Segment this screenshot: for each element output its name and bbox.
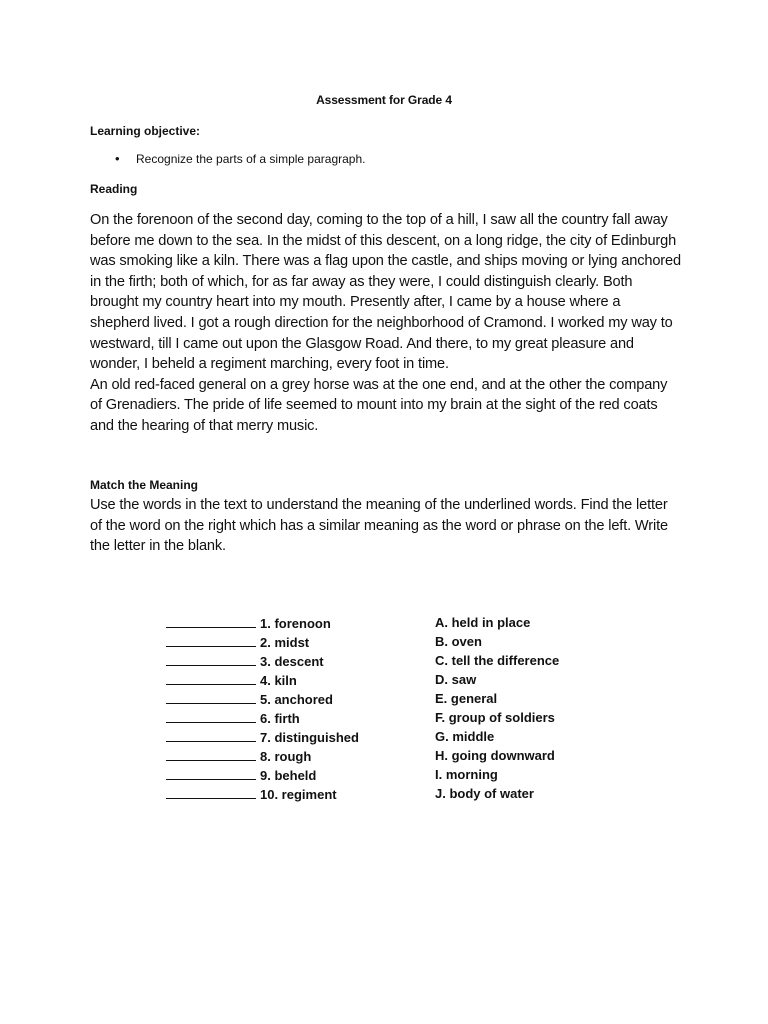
word-item	[166, 728, 359, 747]
word-label: 8. rough	[260, 749, 312, 764]
word-label: 6. firth	[260, 711, 300, 726]
answer-blank[interactable]	[166, 672, 256, 685]
bullet-dot-icon: •	[115, 151, 120, 166]
meaning-list	[435, 613, 559, 803]
word-item	[166, 652, 359, 671]
meaning-item: A. held in place	[435, 615, 531, 630]
word-item	[166, 671, 359, 690]
match-instructions: Use the words in the text to understand the meaning of the underlined words. Find the letter of the word on the right which has a similar meaning as the word or phrase on the left. Write the letter in the blank.	[90, 497, 668, 555]
word-label: 1. forenoon	[260, 616, 331, 631]
answer-blank[interactable]	[166, 710, 256, 723]
meaning-item: E. general	[435, 691, 498, 706]
word-item	[166, 709, 359, 728]
word-item	[166, 690, 359, 709]
reading-paragraph-2: An old red-faced general on a grey horse was at the one end, and at the other the company of Grenadiers. The pride of life seemed to mount into my brain at the sight of the red coats and the hearing of that merry music.	[90, 376, 668, 434]
objective-text: Recognize the parts of a simple paragraph.	[136, 152, 366, 166]
word-item	[166, 633, 359, 652]
word-label: 4. kiln	[260, 673, 297, 688]
word-label: 5. anchored	[260, 692, 333, 707]
meaning-item: G. middle	[435, 729, 495, 744]
meaning-item: J. body of water	[435, 786, 534, 801]
answer-blank[interactable]	[166, 729, 256, 742]
answer-blank[interactable]	[166, 634, 256, 647]
word-list	[166, 614, 359, 804]
word-item	[166, 785, 359, 804]
reading-heading: Reading	[90, 182, 138, 196]
word-label: 2. midst	[260, 635, 310, 650]
meaning-item: D. saw	[435, 672, 477, 687]
meaning-item: H. going downward	[435, 748, 555, 763]
answer-blank[interactable]	[166, 691, 256, 704]
answer-blank[interactable]	[166, 786, 256, 799]
answer-blank[interactable]	[166, 767, 256, 780]
meaning-item: I. morning	[435, 767, 498, 782]
meaning-item: F. group of soldiers	[435, 710, 555, 725]
learning-objective-heading: Learning objective:	[90, 124, 201, 138]
word-label: 3. descent	[260, 654, 324, 669]
word-item	[166, 614, 359, 633]
word-item	[166, 747, 359, 766]
word-label: 7. distinguished	[260, 730, 359, 745]
page-title: Assessment for Grade 4	[316, 93, 452, 107]
answer-blank[interactable]	[166, 615, 256, 628]
meaning-item: C. tell the difference	[435, 653, 560, 668]
reading-paragraph-1: On the forenoon of the second day, coming to the top of a hill, I saw all the country fall away before me down to the sea. In the midst of this descent, on a long ridge, the city of Edinburgh was smoking like a kiln. There was a flag upon the castle, and ships moving or lying anchored in the firth; both of which, for as far away as they were, I could distinguish clearly. Both brought my country heart into my mouth. Presently after, I came by a house where a shepherd lived. I got a rough direction for the neighborhood of Cramond. I worked my way to westward, till I came out upon the Glasgow Road. And there, to my great pleasure and wonder, I beheld a regiment marching, every foot in time.	[90, 212, 681, 373]
answer-blank[interactable]	[166, 653, 256, 666]
meaning-item: B. oven	[435, 634, 482, 649]
reading-passage	[90, 210, 682, 437]
word-label: 10. regiment	[260, 787, 337, 802]
answer-blank[interactable]	[166, 748, 256, 761]
word-label: 9. beheld	[260, 768, 317, 783]
match-heading: Match the Meaning	[90, 478, 199, 492]
word-item	[166, 766, 359, 785]
